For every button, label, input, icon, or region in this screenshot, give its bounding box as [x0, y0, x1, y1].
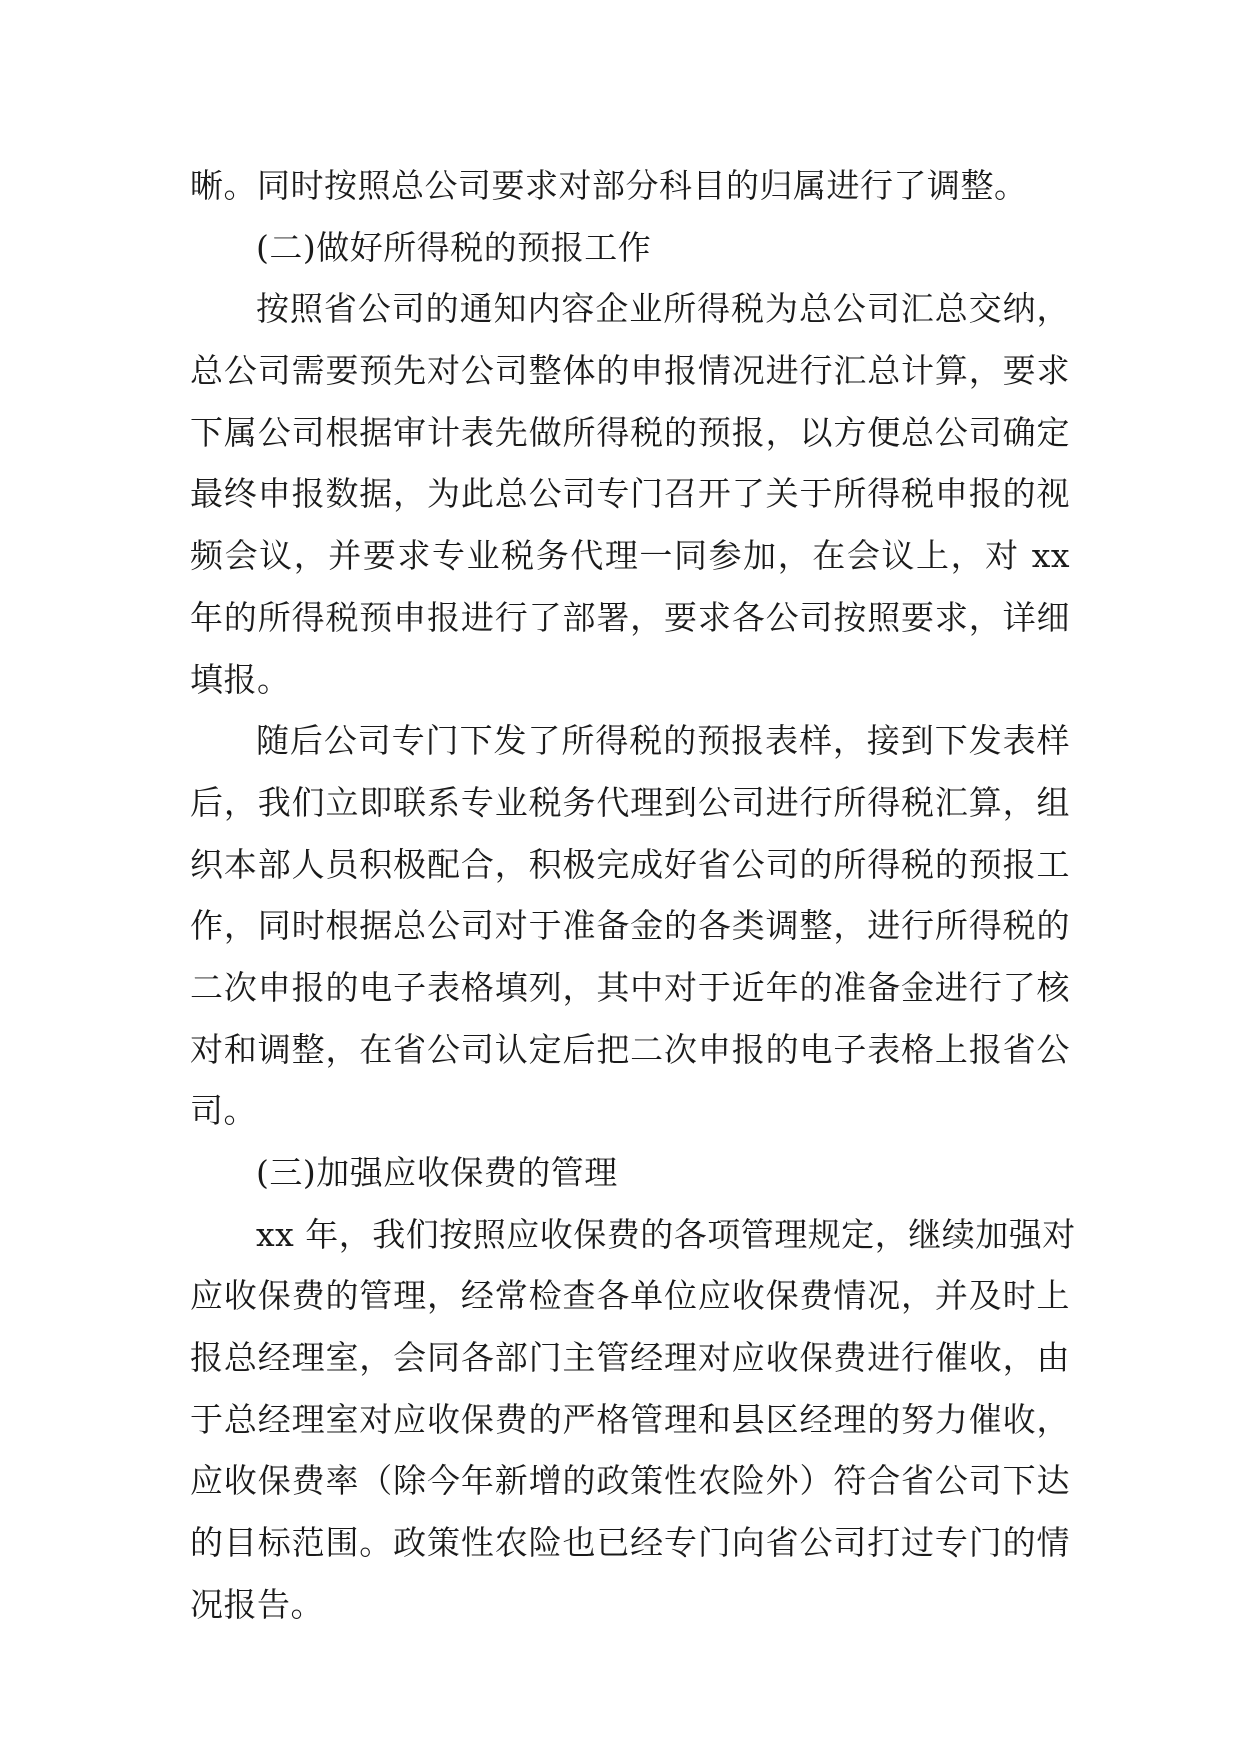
text-line: 最终申报数据，为此总公司专门召开了关于所得税申报的视	[190, 474, 1070, 514]
paragraph-first-line: xx 年，我们按照应收保费的各项管理规定，继续加强对	[256, 1214, 1076, 1254]
text-line: 填报。	[190, 659, 291, 699]
text-line: 司。	[190, 1091, 257, 1131]
body-text	[190, 155, 1076, 1636]
section-heading-3: (三)加强应收保费的管理	[256, 1153, 618, 1192]
text-line: 于总经理室对应收保费的严格管理和县区经理的努力催收，	[190, 1399, 1070, 1439]
text-line: 后，我们立即联系专业税务代理到公司进行所得税汇算，组	[190, 782, 1070, 822]
text-line: 二次申报的电子表格填列，其中对于近年的准备金进行了核	[190, 967, 1070, 1007]
paragraph-first-line: 按照省公司的通知内容企业所得税为总公司汇总交纳，	[256, 289, 1070, 329]
text-line: 的目标范围。政策性农险也已经专门向省公司打过专门的情	[190, 1523, 1070, 1563]
text-line: 况报告。	[190, 1584, 324, 1624]
text-line: 应收保费率（除今年新增的政策性农险外）符合省公司下达	[190, 1461, 1070, 1501]
text-line: 应收保费的管理，经常检查各单位应收保费情况，并及时上	[190, 1276, 1070, 1316]
text-line: 作，同时根据总公司对于准备金的各类调整，进行所得税的	[190, 906, 1070, 946]
text-line: 频会议，并要求专业税务代理一同参加，在会议上，对 xx	[190, 536, 1070, 576]
paragraph-first-line: 随后公司专门下发了所得税的预报表样，接到下发表样	[256, 721, 1070, 761]
text-line: 总公司需要预先对公司整体的申报情况进行汇总计算，要求	[190, 351, 1070, 391]
text-line: 年的所得税预申报进行了部署，要求各公司按照要求，详细	[190, 597, 1070, 637]
text-line: 晰。同时按照总公司要求对部分科目的归属进行了调整。	[190, 166, 1028, 205]
text-line: 对和调整，在省公司认定后把二次申报的电子表格上报省公	[190, 1029, 1070, 1069]
text-line: 织本部人员积极配合，积极完成好省公司的所得税的预报工	[190, 844, 1070, 884]
text-line: 下属公司根据审计表先做所得税的预报，以方便总公司确定	[190, 412, 1070, 452]
text-line: 报总经理室，会同各部门主管经理对应收保费进行催收，由	[190, 1338, 1070, 1378]
section-heading-2: (二)做好所得税的预报工作	[256, 227, 652, 267]
